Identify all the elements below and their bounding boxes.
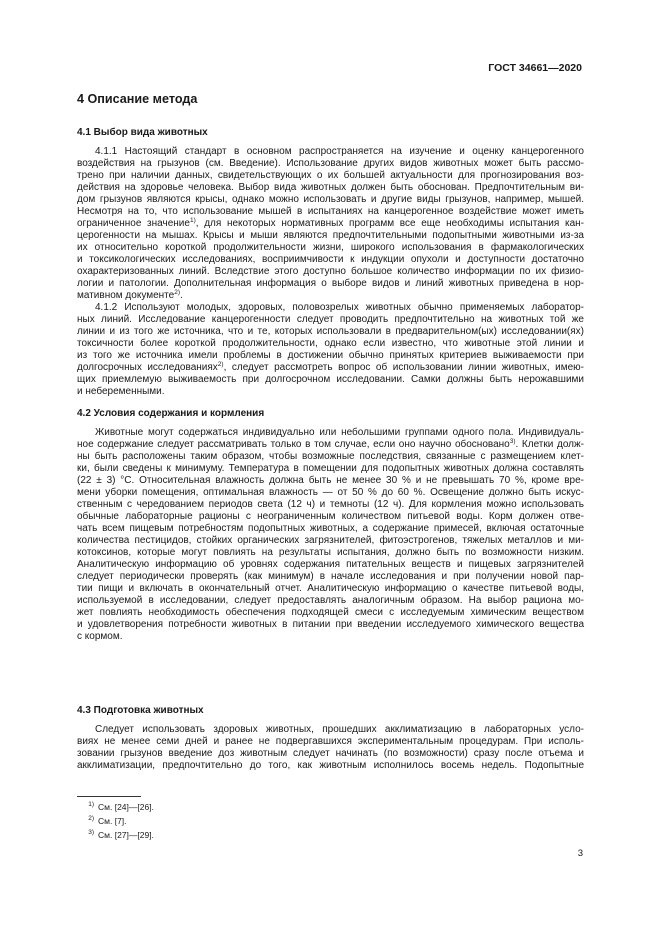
footnote-ref: 2) [217, 361, 224, 368]
text-line: ственным с чередованием периодов света (12 ч) и темноты (12 ч). Для кормления можно использовать [77, 499, 584, 510]
text-line: Следует использовать здоровых животных, прошедших акклиматизацию в лабораторных усло- [95, 724, 584, 735]
text-line: тии пищи и включать в окончательный отчет. Аналитическую информацию о качестве питьевой воды, [77, 583, 584, 594]
text-line: ны быть расположены таким образом, чтобы возможные последствия, связанные с размещением клет- [77, 451, 584, 462]
text-line: церогенности на мышах. Крысы и мыши являются предпочтительными подопытными животными из-за [77, 230, 584, 241]
text-line: и небеременными. [77, 386, 165, 397]
text-line: 4.1.2 Используют молодых, здоровых, половозрелых животных обычно применяемых лаборатор- [95, 302, 584, 313]
text-line: дом грызунов являются крысы, однако можно использовать и другие виды грызунов, например, мышей. [77, 194, 584, 205]
text-line: логии и патологии. Дополнительная информация о выборе видов и линий животных приведена в нор- [77, 278, 584, 289]
text-line: обычные лабораторные рационы с неограниченным количеством питьевой воды. Корм должен отве- [77, 511, 584, 522]
text-line: Животные могут содержаться индивидуально или небольшими группами одного пола. Индивидуаль- [95, 427, 584, 438]
text-line: Аналитическую информацию об уровнях содержания питательных веществ и пищевых загрязнителей [77, 559, 584, 570]
text-line: линии и из того же источника, что и те, которых использовали в предварительном(ых) исследовании(ях) [77, 326, 584, 337]
footnote: $^{2)}$ См. [7]. [88, 815, 127, 826]
text-line: следует периодически проверять (как минимум) в начале исследования и при получении новой пар- [77, 571, 584, 582]
section-title: 4 Описание метода [77, 92, 198, 106]
text-line: охарактеризованных линий. Вследствие этого доступно большое количество информации по их физио- [77, 266, 584, 277]
text-line: действия на здоровье человека. Выбор вида животных должен быть обоснован. Предпочтительным ви- [77, 182, 584, 193]
subsection-title-4-2: 4.2 Условия содержания и кормления [77, 408, 265, 419]
text-line: количества пестицидов, стойких органических загрязнителей, фитоэстрогенов, тяжелых металлов и ми- [77, 535, 584, 546]
text-line: акклиматизации, предпочтительно до того, как животным исполнилось восемь недель. Подопытные [77, 760, 584, 771]
text-line: (22 ± 3) °С. Относительная влажность должна быть не менее 30 % и не превышать 70 %, кроме вре- [77, 475, 584, 486]
text-line: долгосрочных исследованиях$^{2)}$, следует рассмотреть вопрос об использовании линии животных, имею- [77, 361, 585, 373]
footnote-mark: 2) [88, 815, 94, 822]
text-line: котоксинов, которые могут повлиять на результаты испытания, должно быть по возможности низким. [77, 547, 584, 558]
footnote-ref: 2) [174, 289, 180, 296]
text-line: зовании грызунов введение доз животным следует начинать (по возможности) сразу после отъема и [77, 748, 584, 759]
text-line: 4.1.1 Настоящий стандарт в основном распространяется на изучение и оценку канцерогенного [95, 146, 584, 157]
text-line: виях не менее семи дней и ранее не подвергавшихся экспериментальным процедурам. При исполь- [77, 736, 584, 747]
text-line: Несмотря на то, что использование мышей в испытаниях на канцерогенное воздействие может иметь [77, 206, 584, 217]
subsection-title-4-3: 4.3 Подготовка животных [77, 705, 204, 716]
text-line: ограниченное значение$^{1)}$, для некоторых нормативных программ все еще необходимы испытания кан- [77, 217, 584, 229]
text-line: токсичности более короткой продолжительности, однако если известно, что животные этой линии и [77, 338, 584, 349]
text-line: трено при наличии данных, свидетельствующих о их большей актуальности для прогнозирования воз- [77, 170, 584, 181]
text-line: их относительно короткой продолжительности жизни, широкого использования в фармакологических [77, 242, 584, 253]
footnote-mark: 3) [88, 829, 94, 836]
text-line: с кормом. [77, 631, 123, 642]
subsection-title-4-1: 4.1 Выбор вида животных [77, 127, 208, 138]
footnote-separator [77, 796, 141, 797]
page-number: 3 [577, 848, 583, 859]
text-line: из того же источника имели проблемы в достижении обычно принятых критериев выживаемости при [77, 350, 584, 361]
footnote-ref: 3) [509, 438, 516, 445]
text-line: и удовлетворения потребности животных в питании при введении исследуемого химического вещества [77, 619, 584, 630]
text-line: ное содержание следует рассматривать только в том случае, если оно научно обосновано$^{3)}$. Клетки долж- [77, 438, 585, 450]
text-line: воздействия на грызунов (см. Введение). Использование других видов животных может быть рассмо- [77, 158, 584, 169]
footnote-mark: 1) [88, 801, 94, 808]
footnote-ref: 1) [189, 217, 196, 224]
text-line: и токсикологических исследованиях, восприимчивости к индукции опухоли и доступности достаточно [77, 254, 584, 265]
text-line: чать всем пищевым потребностям подопытных животных, а содержание примесей, включая остаточные [77, 523, 584, 534]
text-line: используемой в исследовании, следует предоставлять аналогичным образом. На выбор рациона мо- [77, 595, 584, 606]
text-line: мени уборки помещения, оптимальная влажность — от 50 % до 60 %. Освещение должно быть искус- [77, 487, 584, 498]
text-line: ки, были сведены к минимуму. Температура в помещении для подопытных животных должна составлять [77, 463, 584, 474]
text-line: мативном документе$^{2)}$. [77, 289, 183, 301]
text-line: щих приемлемую выживаемость при долгосрочном исследовании. Самки должны быть нерожавшими [77, 374, 584, 385]
text-line: ных линий. Исследование канцерогенности следует проводить предпочтительно на животных той же [77, 314, 584, 325]
standard-header: ГОСТ 34661—2020 [488, 62, 582, 74]
footnote: $^{1)}$ См. [24]—[26]. [88, 801, 154, 812]
footnote: $^{3)}$ См. [27]—[29]. [88, 829, 154, 840]
text-line: жет повлиять необходимость обеспечения подходящей смеси с исследуемым химическим веществом [77, 607, 584, 618]
